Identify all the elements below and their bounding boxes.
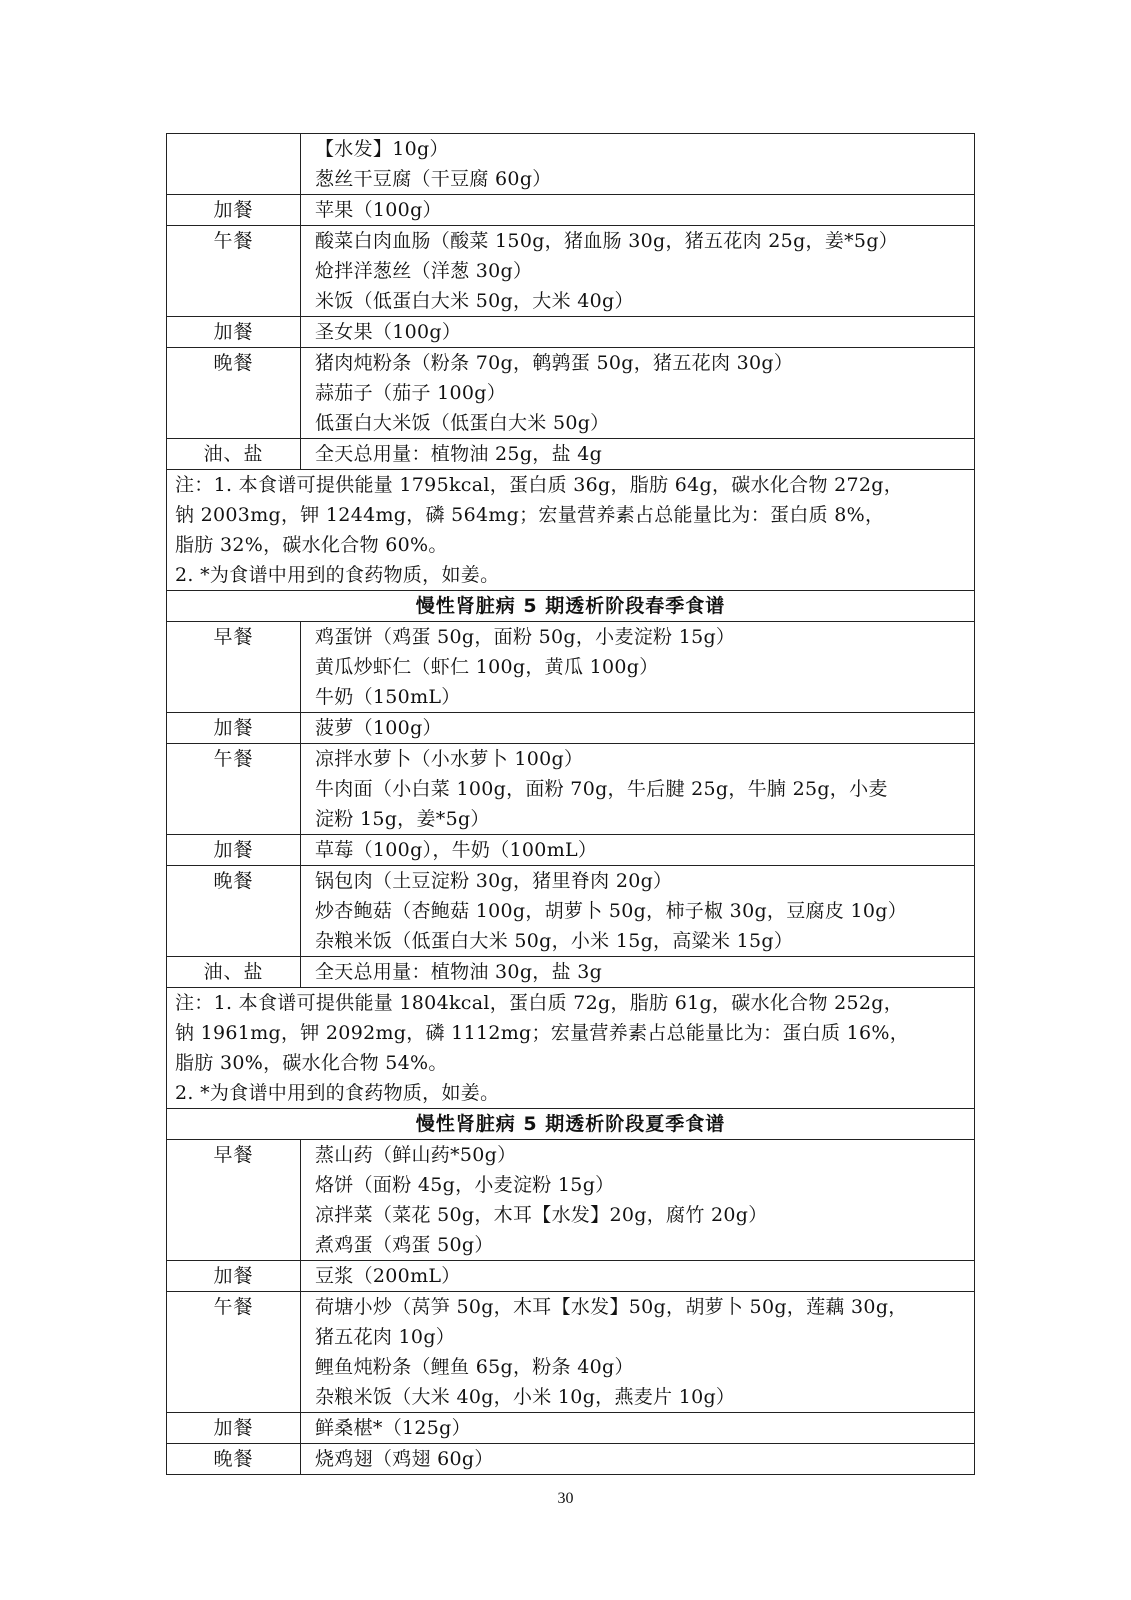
- meal-name-cell: [167, 1292, 301, 1413]
- meal-row: [167, 1261, 975, 1292]
- section-title-row: [167, 591, 975, 622]
- food-item: 烧鸡翅（鸡翅 60g）: [315, 1448, 494, 1470]
- meal-name: 晚餐: [213, 1448, 254, 1470]
- menu-table: [166, 133, 975, 1475]
- food-item: 全天总用量：植物油 30g，盐 3g: [315, 961, 603, 983]
- food-item: 猪五花肉 10g）: [315, 1326, 456, 1348]
- food-cell: [301, 226, 975, 317]
- meal-row: [167, 866, 975, 957]
- food-item: 圣女果（100g）: [315, 321, 462, 343]
- meal-row: [167, 1292, 975, 1413]
- food-item: 蒸山药（鲜山药*50g）: [315, 1144, 517, 1166]
- food-item: 草莓（100g），牛奶（100mL）: [315, 839, 598, 861]
- note-line: 2. *为食谱中用到的食药物质，如姜。: [175, 564, 500, 586]
- meal-name: 油、盐: [203, 961, 264, 983]
- food-item: 蒜茄子（茄子 100g）: [315, 382, 507, 404]
- food-item: 牛奶（150mL）: [315, 686, 461, 708]
- meal-name: 早餐: [213, 626, 254, 648]
- note-line: 钠 2003mg，钾 1244mg，磷 564mg；宏量营养素占总能量比为：蛋白质 8%，: [175, 504, 885, 526]
- section-title: [167, 1109, 975, 1140]
- food-item: 炝拌洋葱丝（洋葱 30g）: [315, 260, 533, 282]
- section-title: [167, 591, 975, 622]
- food-item: 凉拌菜（菜花 50g，木耳【水发】20g，腐竹 20g）: [315, 1204, 768, 1226]
- meal-name: 加餐: [213, 321, 254, 343]
- nutrition-note: [167, 988, 975, 1109]
- meal-name-cell: [167, 1413, 301, 1444]
- meal-name-cell: [167, 134, 301, 195]
- section-title-text: 慢性肾脏病 5 期透析阶段夏季食谱: [415, 1113, 726, 1135]
- note-line: 脂肪 32%，碳水化合物 60%。: [175, 534, 448, 556]
- meal-name-cell: [167, 317, 301, 348]
- food-item: 淀粉 15g，姜*5g）: [315, 808, 490, 830]
- food-item: 米饭（低蛋白大米 50g，大米 40g）: [315, 290, 634, 312]
- food-cell: [301, 1292, 975, 1413]
- meal-row: [167, 835, 975, 866]
- meal-name-cell: [167, 226, 301, 317]
- food-item: 葱丝干豆腐（干豆腐 60g）: [315, 168, 552, 190]
- food-cell: [301, 195, 975, 226]
- food-item: 黄瓜炒虾仁（虾仁 100g，黄瓜 100g）: [315, 656, 659, 678]
- food-item: 鲤鱼炖粉条（鲤鱼 65g，粉条 40g）: [315, 1356, 634, 1378]
- meal-name-cell: [167, 744, 301, 835]
- food-item: 鸡蛋饼（鸡蛋 50g，面粉 50g，小麦淀粉 15g）: [315, 626, 736, 648]
- note-line: 钠 1961mg，钾 2092mg，磷 1112mg；宏量营养素占总能量比为：蛋白质 16%，: [175, 1022, 910, 1044]
- meal-name-cell: [167, 835, 301, 866]
- meal-row: [167, 195, 975, 226]
- meal-name-cell: [167, 1140, 301, 1261]
- meal-name-cell: [167, 866, 301, 957]
- section-title-row: [167, 1109, 975, 1140]
- meal-row: [167, 713, 975, 744]
- meal-row: [167, 439, 975, 470]
- meal-name-cell: [167, 957, 301, 988]
- meal-row: [167, 134, 975, 195]
- food-item: 杂粮米饭（低蛋白大米 50g，小米 15g，高粱米 15g）: [315, 930, 794, 952]
- meal-name-cell: [167, 348, 301, 439]
- food-cell: [301, 622, 975, 713]
- meal-name: 晚餐: [213, 870, 254, 892]
- meal-row: [167, 348, 975, 439]
- food-item: 炒杏鲍菇（杏鲍菇 100g，胡萝卜 50g，柿子椒 30g，豆腐皮 10g）: [315, 900, 908, 922]
- meal-row: [167, 622, 975, 713]
- meal-name-cell: [167, 1444, 301, 1475]
- note-row: [167, 470, 975, 591]
- food-cell: [301, 744, 975, 835]
- food-item: 煮鸡蛋（鸡蛋 50g）: [315, 1234, 494, 1256]
- meal-row: [167, 1444, 975, 1475]
- food-item: 猪肉炖粉条（粉条 70g，鹌鹑蛋 50g，猪五花肉 30g）: [315, 352, 794, 374]
- food-cell: [301, 1413, 975, 1444]
- note-line: 脂肪 30%，碳水化合物 54%。: [175, 1052, 448, 1074]
- food-cell: [301, 1444, 975, 1475]
- meal-name: 加餐: [213, 717, 254, 739]
- food-cell: [301, 835, 975, 866]
- meal-row: [167, 744, 975, 835]
- food-item: 豆浆（200mL）: [315, 1265, 461, 1287]
- meal-name-cell: [167, 713, 301, 744]
- food-item: 菠萝（100g）: [315, 717, 442, 739]
- food-item: 杂粮米饭（大米 40g，小米 10g，燕麦片 10g）: [315, 1386, 736, 1408]
- food-item: 苹果（100g）: [315, 199, 442, 221]
- food-item: 锅包肉（土豆淀粉 30g，猪里脊肉 20g）: [315, 870, 673, 892]
- food-item: 荷塘小炒（莴笋 50g，木耳【水发】50g，胡萝卜 50g，莲藕 30g，: [315, 1296, 908, 1318]
- meal-name-cell: [167, 622, 301, 713]
- note-line: 注：1. 本食谱可提供能量 1795kcal，蛋白质 36g，脂肪 64g，碳水化合物 272g，: [175, 474, 904, 496]
- food-item: 全天总用量：植物油 25g，盐 4g: [315, 443, 603, 465]
- meal-row: [167, 317, 975, 348]
- meal-name: 加餐: [213, 199, 254, 221]
- note-line: 2. *为食谱中用到的食药物质，如姜。: [175, 1082, 500, 1104]
- meal-name: 午餐: [213, 230, 254, 252]
- note-row: [167, 988, 975, 1109]
- food-item: 烙饼（面粉 45g，小麦淀粉 15g）: [315, 1174, 615, 1196]
- food-item: 低蛋白大米饭（低蛋白大米 50g）: [315, 412, 610, 434]
- meal-name: 早餐: [213, 1144, 254, 1166]
- meal-name: [167, 134, 300, 164]
- nutrition-note: [167, 470, 975, 591]
- food-item: 酸菜白肉血肠（酸菜 150g，猪血肠 30g，猪五花肉 25g，姜*5g）: [315, 230, 899, 252]
- food-cell: [301, 713, 975, 744]
- meal-row: [167, 957, 975, 988]
- meal-name: 午餐: [213, 1296, 254, 1318]
- food-cell: [301, 348, 975, 439]
- meal-name: 加餐: [213, 1417, 254, 1439]
- meal-row: [167, 1413, 975, 1444]
- menu-table-body: [167, 134, 975, 1475]
- food-item: 牛肉面（小白菜 100g，面粉 70g，牛后腱 25g，牛腩 25g，小麦: [315, 778, 888, 800]
- meal-name-cell: [167, 195, 301, 226]
- meal-name-cell: [167, 439, 301, 470]
- meal-name: 晚餐: [213, 352, 254, 374]
- meal-row: [167, 226, 975, 317]
- meal-name-cell: [167, 1261, 301, 1292]
- meal-row: [167, 1140, 975, 1261]
- meal-name: 加餐: [213, 1265, 254, 1287]
- food-cell: [301, 1261, 975, 1292]
- page-number: 30: [557, 1490, 574, 1507]
- meal-name: 加餐: [213, 839, 254, 861]
- meal-name: 午餐: [213, 748, 254, 770]
- food-item: 鲜桑椹*（125g）: [315, 1417, 471, 1439]
- food-cell: [301, 957, 975, 988]
- meal-name: 油、盐: [203, 443, 264, 465]
- food-cell: [301, 317, 975, 348]
- food-cell: [301, 134, 975, 195]
- note-line: 注：1. 本食谱可提供能量 1804kcal，蛋白质 72g，脂肪 61g，碳水化合物 252g，: [175, 992, 904, 1014]
- food-cell: [301, 1140, 975, 1261]
- food-item: 【水发】10g）: [315, 138, 449, 160]
- section-title-text: 慢性肾脏病 5 期透析阶段春季食谱: [415, 595, 726, 617]
- food-cell: [301, 439, 975, 470]
- food-cell: [301, 866, 975, 957]
- food-item: 凉拌水萝卜（小水萝卜 100g）: [315, 748, 584, 770]
